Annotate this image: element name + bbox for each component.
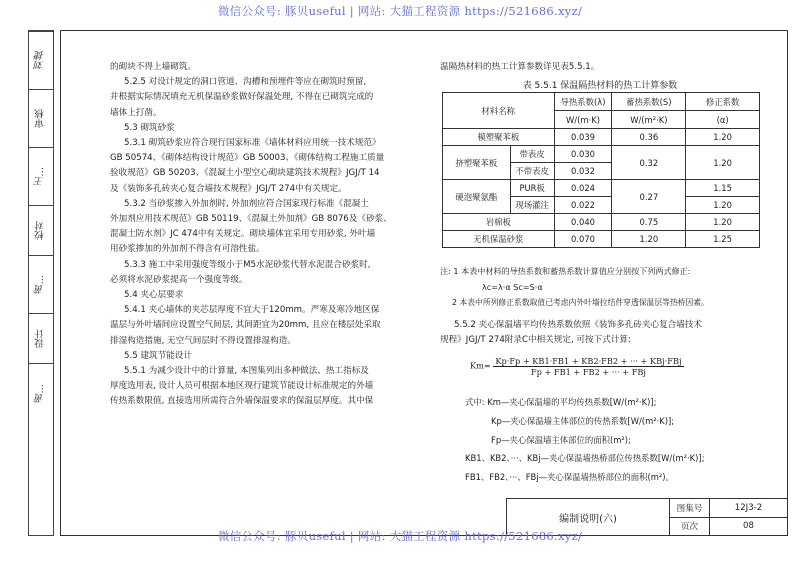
section-heading: 5.3 砌筑砂浆: [124, 122, 175, 133]
text-line: 厚度选用表, 设计人员可根据本地区现行建筑节能设计标准规定的外墙: [110, 381, 374, 392]
average-k-formula: [470, 356, 684, 377]
label-check: 校对: [29, 205, 53, 255]
formula-fraction: [493, 356, 683, 377]
cell: 0.024: [554, 180, 612, 197]
header-name: 材料名称: [443, 93, 555, 129]
text-line: 必须将水泥砂浆提高一个强度等级。: [110, 274, 248, 285]
cell: 0.36: [612, 129, 686, 146]
text-line: 并根据实际情况填充无机保温砂浆做好保温处理, 不得在已砌筑完成的: [110, 92, 374, 103]
cell: 0.030: [554, 146, 612, 163]
cell: 不带表皮: [510, 163, 554, 180]
cell: 0.032: [554, 163, 612, 180]
cell: 1.25: [686, 231, 760, 248]
formula-definitions: [465, 393, 705, 487]
left-column: [110, 60, 432, 410]
right-text: [440, 318, 765, 348]
table-row: [443, 129, 760, 146]
text-line: 5.5.1 为减少设计中的计算量, 本图集列出多种做法、热工指标及: [124, 366, 369, 377]
definition: KB1、KB2、···、KBj—夹心保温墙热桥部位传热系数[W/(m²·K)];: [465, 453, 705, 464]
header-alpha-unit: (α): [686, 111, 760, 129]
text-line: 外加剂应用技术规范》GB 50119、《混凝土外加剂》GB 8076及《砂浆、: [110, 214, 392, 225]
note-1: 注: 1 本表中材料的导热系数和蓄热系数计算值应分别按下列两式修正:: [440, 266, 691, 276]
table-intro: 温隔热材料的热工计算参数详见表5.5.1。: [440, 62, 600, 72]
label-design: 设计: [29, 313, 53, 363]
signature-4: 黄…: [29, 363, 53, 423]
cell: 0.070: [554, 231, 612, 248]
cell: 挤塑聚苯板: [443, 146, 511, 180]
table-row: [443, 214, 760, 231]
signature-2: 王…: [29, 147, 53, 205]
page-label: 页次: [670, 517, 710, 535]
header-lambda: 导热系数(λ): [554, 93, 612, 111]
cell: 1.20: [686, 146, 760, 180]
cell: 无机保温砂浆: [443, 231, 555, 248]
cell: 0.75: [612, 214, 686, 231]
table-notes: [440, 263, 760, 311]
note-formula: λc=λ·α Sc=S·α: [482, 282, 543, 292]
signature-strip: [28, 30, 54, 536]
text-line: GB 50574、《砌体结构设计规范》GB 50003、《砌体结构工程施工质量: [110, 153, 385, 164]
text-line: 及《装饰多孔砖夹心复合墙技术规程》JGJ/T 274中有关规定。: [110, 183, 347, 194]
table-row: [443, 146, 760, 163]
definition: FB1、FB2、···、FBj—夹心保温墙热桥部位的面积(m²)。: [465, 472, 674, 483]
section-heading: 5.4 夹心层要求: [124, 290, 184, 301]
formula-numerator: Kp·Fp + KB1·FB1 + KB2·FB2 + ··· + KBj·FBj: [495, 356, 682, 366]
text-line: 5.2.5 对设计规定的洞口管道、沟槽和预埋件等应在砌筑时预留,: [124, 77, 367, 88]
cell: 1.20: [612, 231, 686, 248]
text-line: 混凝土防水剂》JC 474中有关规定。砌块墙体宜采用专用砂浆, 外叶墙: [110, 229, 376, 240]
label-review: 审核: [29, 89, 53, 147]
atlas-label: 图集号: [670, 499, 710, 517]
section-heading: 5.5 建筑节能设计: [124, 350, 192, 361]
cell: 1.15: [686, 180, 760, 197]
text-line: 5.4.1 夹心墙体的夹芯层厚度不宜大于120mm。严寒及寒冷地区保: [124, 305, 380, 316]
formula-lhs: Km=: [470, 360, 491, 371]
definition: 式中: Km—夹心保温墙的平均传热系数[W/(m²·K)];: [465, 397, 657, 407]
text-line: 传热系数限值, 直接选用所需符合外墙保温要求的保温层厚度。其中保: [110, 396, 374, 407]
cell: 0.039: [554, 129, 612, 146]
sheet-title: 编制说明(六): [507, 499, 670, 535]
cell: 现场灌注: [510, 197, 554, 214]
watermark-top: 微信公众号: 豚贝useful | 网站: 大猫工程资源 https://521686.xyz/: [217, 4, 583, 18]
text-line: 5.3.2 当砂浆掺入外加剂时, 外加剂应符合国家现行标准《混凝土: [124, 198, 369, 209]
header-lambda-unit: W/(m·K): [554, 111, 612, 129]
table-row: [443, 231, 760, 248]
header-alpha: 修正系数: [686, 93, 760, 111]
cell: 0.040: [554, 214, 612, 231]
text-line: 温层与外叶墙间应设置空气间层, 其间距宜为20mm, 且应在楼层处采取: [110, 320, 381, 331]
cell: 硬泡聚氨酯: [443, 180, 511, 214]
text-line: 5.3.1 砌筑砂浆应符合现行国家标准《墙体材料应用统一技术规范》: [124, 138, 381, 149]
formula-denominator: Fp + FB1 + FB2 + ··· + FBj: [530, 367, 646, 377]
watermark-bottom: 微信公众号: 豚贝useful | 网站: 大猫工程资源 https://521686.xyz/: [217, 529, 583, 543]
text-line: 规程》JGJ/T 274附录C中相关规定, 可按下式计算:: [440, 335, 631, 346]
signature-3: 黄…: [29, 255, 53, 313]
cell: PUR板: [510, 180, 554, 197]
signature-1: 刘捷: [29, 31, 53, 89]
header-s: 蓄热系数(S): [612, 93, 686, 111]
table-title: 表 5.5.1 保温隔热材料的热工计算参数: [522, 81, 678, 91]
cell: 0.27: [612, 180, 686, 214]
text-line: 5.3.3 施工中采用强度等级小于M5水泥砂浆代替水泥混合砂浆时,: [124, 259, 371, 270]
text-line: 用砂浆掺加的外加剂不得含有可溶性盐。: [110, 244, 265, 255]
page-number: 08: [743, 521, 754, 531]
cell: 模塑聚苯板: [443, 129, 555, 146]
cell: 0.022: [554, 197, 612, 214]
header-s-unit: W/(m²·K): [612, 111, 686, 129]
text-line: 验收规范》GB 50203、《混凝土小型空心砌块建筑技术规程》JGJ/T 14: [110, 168, 380, 179]
definition: Fp—夹心保温墙主体部位的面积(m²);: [491, 434, 631, 445]
definition: Kp—夹心保温墙主体部位的传热系数[W/(m²·K)];: [491, 415, 675, 426]
cell: 带表皮: [510, 146, 554, 163]
cell: 1.20: [686, 214, 760, 231]
cell: 岩棉板: [443, 214, 555, 231]
atlas-number: 12J3-2: [734, 503, 763, 513]
text-line: 的砌块不得上墙砌筑。: [110, 62, 196, 72]
text-line: 墙体上打凿。: [110, 107, 162, 118]
cell: 1.20: [686, 129, 760, 146]
thermal-parameters-table: [442, 92, 760, 248]
cell: 1.20: [686, 197, 760, 214]
table-row: [443, 180, 760, 197]
text-line: 5.5.2 夹心保温墙平均传热系数依照《装饰多孔砖夹心复合墙技术: [454, 320, 703, 330]
note-2: 2 本表中所列修正系数取值已考虑内外叶墙拉结件穿透保温层等热桥因素。: [452, 298, 709, 307]
cell: 0.32: [612, 146, 686, 180]
text-line: 排湿构造措施, 无空气间层时不得设置排湿构造。: [110, 335, 296, 346]
